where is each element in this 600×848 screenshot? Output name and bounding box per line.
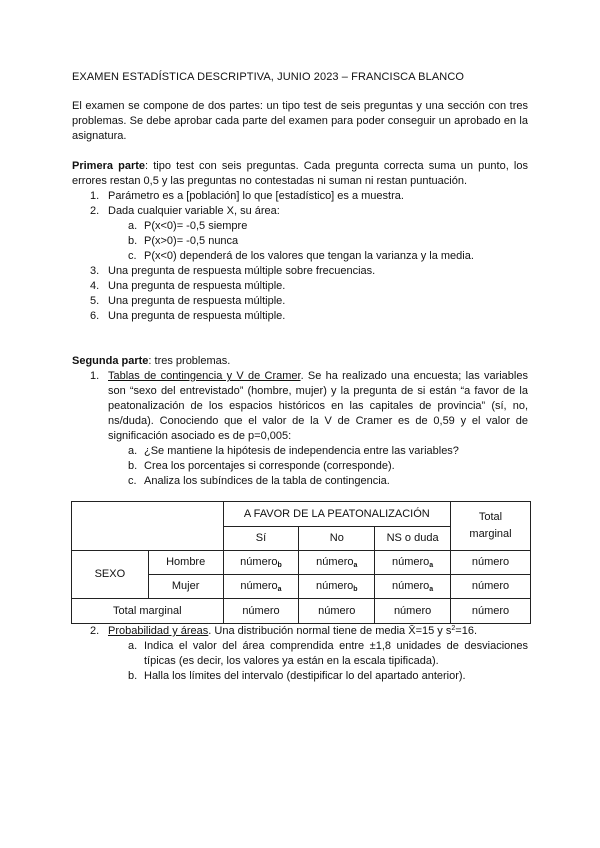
q2-options bbox=[108, 219, 528, 264]
table-total-header: Total marginal bbox=[451, 502, 531, 551]
table-cell: número bbox=[299, 599, 375, 624]
list-item: c. P(x<0) dependerá de los valores que tengan la varianza y la media. bbox=[128, 250, 474, 262]
table-cell: número bbox=[451, 551, 531, 575]
mean-symbol: X̄ bbox=[408, 625, 416, 637]
problem2-title: Probabilidad y áreas bbox=[108, 625, 209, 637]
list-item: 5. Una pregunta de respuesta múltiple. bbox=[90, 295, 286, 307]
list-item: a. Indica el valor del área comprendida entre ±1,8 unidades de desviaciones típicas (es decir, los valores ya están en la escala tipificada). bbox=[128, 640, 528, 667]
table-row-variable: SEXO bbox=[72, 551, 149, 599]
problem1-text: . Se ha realizado una encuesta; las variables son “sexo del entrevistado” (hombre, mujer) y la pregunta de si están “a favor de la peatonalización de los espacios históricos en las capitales de provincia” (sí, no, ns/duda). Conociendo que el valor de la V de Cramer es de 0,59 y el valor de significación asociado es de p=0,005: bbox=[108, 370, 528, 442]
part2-paragraph bbox=[72, 354, 528, 369]
part2-problem-list bbox=[72, 369, 528, 489]
list-item: 2. Dada cualquier variable X, su área: a. P(x<0)= -0,5 siempre b. P(x>0)= -0,5 nunca c. P(x<0) dependerá de los valores que tengan la varianza y la media. bbox=[72, 204, 528, 264]
table-row bbox=[72, 551, 531, 575]
list-item: b. Crea los porcentajes si corresponde (corresponde). bbox=[128, 460, 395, 472]
part2-problem-list-2 bbox=[72, 624, 528, 684]
part1-heading: Primera parte bbox=[72, 160, 146, 172]
table-row-label: Hombre bbox=[148, 551, 223, 575]
table-footer-label: Total marginal bbox=[72, 599, 224, 624]
part1-text: : tipo test con seis preguntas. Cada pregunta correcta suma un punto, los errores restan 0,5 y las preguntas no contestadas ni suman ni restan puntuación. bbox=[72, 160, 528, 187]
table-cell: número$_a$ bbox=[375, 575, 451, 599]
part1-paragraph bbox=[72, 159, 528, 189]
list-item: 4. Una pregunta de respuesta múltiple. bbox=[90, 280, 286, 292]
table-col-header: Sí bbox=[223, 527, 299, 551]
list-item: 6. Una pregunta de respuesta múltiple. bbox=[90, 310, 286, 322]
list-item: b. Halla los límites del intervalo (destipificar lo del apartado anterior). bbox=[128, 670, 466, 682]
problem2-items bbox=[108, 639, 528, 684]
table-cell: número$_b$ bbox=[223, 551, 299, 575]
part2-heading: Segunda parte bbox=[72, 355, 149, 367]
intro-paragraph: El examen se compone de dos partes: un tipo test de seis preguntas y una sección con tres problemas. Se debe aprobar cada parte del examen para poder conseguir un aprobado en la asignatura. bbox=[72, 100, 528, 142]
table-cell: número bbox=[451, 599, 531, 624]
problem1-items bbox=[108, 444, 528, 489]
table-cell: número bbox=[451, 575, 531, 599]
list-item: b. P(x>0)= -0,5 nunca bbox=[128, 235, 239, 247]
list-item: 1. Parámetro es a [población] lo que [estadístico] es a muestra. bbox=[90, 190, 404, 202]
part1-question-list bbox=[72, 189, 528, 324]
table-corner-cell bbox=[72, 502, 224, 551]
table-cell: número bbox=[223, 599, 299, 624]
table-col-header: NS o duda bbox=[375, 527, 451, 551]
problem-2: 2. Probabilidad y áreas. Una distribución normal tiene de media X̄=15 y $s^2=16$. a. Indica el valor del área comprendida entre ±1,8 unidades de desviaciones típicas (es decir, los valores ya están en la escala tipificada). b. Halla los límites del intervalo (destipificar lo del apartado anterior). bbox=[90, 625, 528, 682]
table-row-label: Mujer bbox=[148, 575, 223, 599]
table-col-header: No bbox=[299, 527, 375, 551]
table-cell: número$_a$ bbox=[375, 551, 451, 575]
table-cell: número$_b$ bbox=[299, 575, 375, 599]
list-item: c. Analiza los subíndices de la tabla de contingencia. bbox=[128, 475, 390, 487]
problem1-title: Tablas de contingencia y V de Cramer bbox=[108, 370, 301, 382]
list-item: a. ¿Se mantiene la hipótesis de independencia entre las variables? bbox=[128, 445, 459, 457]
table-cell: número bbox=[375, 599, 451, 624]
table-cell: número$_a$ bbox=[223, 575, 299, 599]
document-title: EXAMEN ESTADÍSTICA DESCRIPTIVA, JUNIO 2023 – FRANCISCA BLANCO bbox=[72, 71, 465, 83]
contingency-table bbox=[71, 501, 531, 624]
part2-text: : tres problemas. bbox=[148, 355, 231, 367]
exam-document bbox=[72, 70, 528, 684]
table-row bbox=[72, 599, 531, 624]
table-cell: número$_a$ bbox=[299, 551, 375, 575]
problem-1: 1. Tablas de contingencia y V de Cramer. Se ha realizado una encuesta; las variables son “sexo del entrevistado” (hombre, mujer) y la pregunta de si están “a favor de la peatonalización de los espacios históricos en las capitales de provincia” (sí, no, ns/duda). Conociendo que el valor de la V de Cramer es de 0,59 y el valor de significación asociado es de p=0,005: a. ¿Se mantiene la hipótesis de independencia entre las variables? b. Crea los porcentajes si corresponde (corresponde). c. Analiza los subíndices de la tabla de contingencia. bbox=[90, 370, 528, 487]
list-item: a. P(x<0)= -0,5 siempre bbox=[128, 220, 248, 232]
list-item: 3. Una pregunta de respuesta múltiple sobre frecuencias. bbox=[90, 265, 376, 277]
table-group-header: A FAVOR DE LA PEATONALIZACIÓN bbox=[223, 502, 450, 527]
